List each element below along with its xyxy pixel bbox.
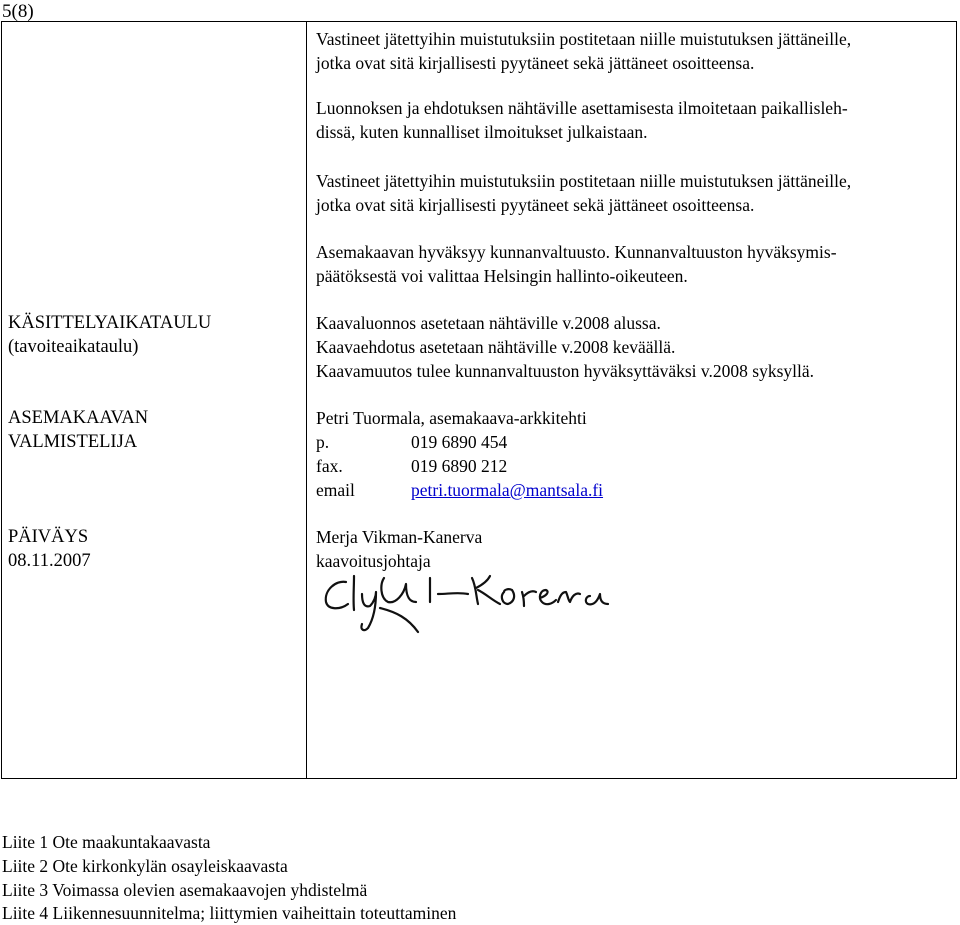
email-label: email — [316, 480, 355, 500]
page-number: 5(8) — [2, 1, 34, 22]
preparer-contact — [316, 406, 956, 502]
fax-row — [316, 454, 956, 478]
signer-title: kaavoitusjohtaja — [316, 551, 431, 571]
date-value: 08.11.2007 — [8, 551, 91, 571]
text-line: jotka ovat sitä kirjallisesti pyytäneet sekä jättäneet osoitteensa. — [316, 195, 755, 215]
schedule-label — [8, 311, 298, 359]
text-line: Kaavaluonnos asetetaan nähtäville v.2008 alussa. — [316, 313, 661, 333]
schedule-label-sub: (tavoiteaikataulu) — [8, 337, 139, 357]
schedule-label-line: KÄSITTELYAIKATAULU — [8, 313, 212, 333]
fax-value: 019 6890 212 — [411, 456, 508, 476]
phone-row — [316, 430, 956, 454]
column-divider — [306, 21, 307, 779]
text-line: dissä, kuten kunnalliset ilmoitukset julkaistaan. — [316, 122, 648, 142]
paragraph-announcement — [316, 96, 956, 144]
text-line: Vastineet jätettyihin muistutuksiin postitetaan niille muistutuksen jättäneille, — [316, 29, 852, 49]
attachment-item: Liite 1 Ote maakuntakaavasta — [2, 832, 211, 852]
attachment-item: Liite 3 Voimassa olevien asemakaavojen yhdistelmä — [2, 880, 368, 900]
text-line: Kaavamuutos tulee kunnanvaltuuston hyväksyttäväksi v.2008 syksyllä. — [316, 361, 815, 381]
handwritten-signature — [318, 572, 673, 634]
preparer-label-line: ASEMAKAAVAN — [8, 408, 149, 428]
text-line: Vastineet jätettyihin muistutuksiin postitetaan niille muistutuksen jättäneille, — [316, 171, 852, 191]
preparer-label-line: VALMISTELIJA — [8, 432, 138, 452]
attachment-item: Liite 2 Ote kirkonkylän osayleiskaavasta — [2, 856, 288, 876]
phone-label: p. — [316, 432, 330, 452]
email-link[interactable]: petri.tuormala@mantsala.fi — [411, 480, 604, 500]
date-label: PÄIVÄYS — [8, 527, 89, 547]
phone-value: 019 6890 454 — [411, 432, 508, 452]
text-line: jotka ovat sitä kirjallisesti pyytäneet sekä jättäneet osoitteensa. — [316, 53, 755, 73]
signer-block — [316, 525, 956, 573]
email-row — [316, 478, 956, 502]
signer-name: Merja Vikman-Kanerva — [316, 527, 483, 547]
schedule-text — [316, 311, 956, 383]
paragraph-replies-2 — [316, 169, 956, 217]
date-block — [8, 525, 298, 573]
text-line: päätöksestä voi valittaa Helsingin hallinto-oikeuteen. — [316, 266, 688, 286]
text-line: Luonnoksen ja ehdotuksen nähtäville asettamisesta ilmoitetaan paikallisleh- — [316, 98, 848, 118]
preparer-name: Petri Tuormala, asemakaava-arkkitehti — [316, 408, 587, 428]
text-line: Kaavaehdotus asetetaan nähtäville v.2008 keväällä. — [316, 337, 676, 357]
attachment-item: Liite 4 Liikennesuunnitelma; liittymien vaiheittain toteuttaminen — [2, 903, 457, 923]
paragraph-approval — [316, 240, 956, 288]
preparer-label — [8, 406, 298, 454]
paragraph-replies-1 — [316, 27, 956, 75]
fax-label: fax. — [316, 456, 343, 476]
text-line: Asemakaavan hyväksyy kunnanvaltuusto. Kunnanvaltuuston hyväksymis- — [316, 242, 837, 262]
